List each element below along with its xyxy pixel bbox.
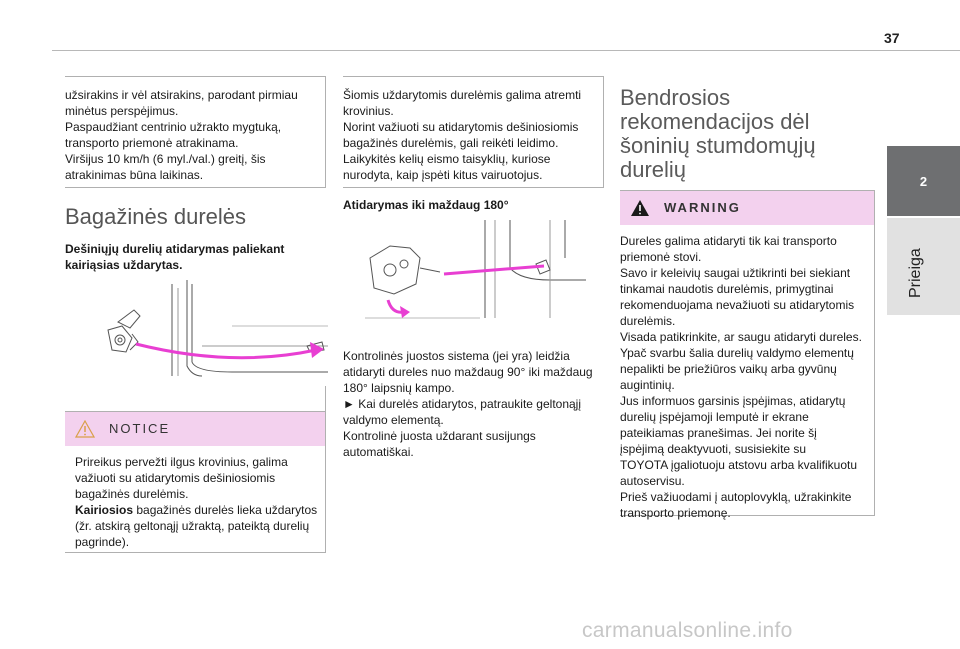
section-title-line: rekomendacijos dėl (620, 109, 810, 134)
notice-line-rest: bagažinės durelės lieka uždarytos (133, 503, 318, 517)
text-line: automatiškai. (343, 445, 414, 459)
warning-line: Ypač svarbu šalia durelių valdymo elementų (620, 346, 854, 360)
door-lock-illustration (92, 276, 332, 386)
header-rule (52, 50, 960, 51)
rotate-arrow-head (400, 306, 410, 318)
text-line: Norint važiuoti su atidarytomis dešiniosiomis (343, 120, 579, 134)
subtitle-line: kairiąsias uždarytas. (65, 258, 183, 272)
text-line: Paspaudžiant centrinio užrakto mygtuką, (65, 120, 282, 134)
col1-section (65, 205, 325, 273)
text-line: atidaryti dureles nuo maždaug 90° iki maždaug (343, 365, 593, 379)
text-line: 180° laipsnių kampo. (343, 381, 455, 395)
chapter-tab-number[interactable]: 2 (887, 146, 960, 216)
warning-line: durelėmis. (620, 314, 676, 328)
warning-triangle-icon (630, 199, 650, 217)
col2-continuation-box (343, 76, 604, 188)
warning-line: Jus informuos garsinis įspėjimas, atidarytų (620, 394, 846, 408)
page-number: 37 (884, 30, 900, 46)
notice-line (75, 502, 325, 518)
text-line: valdymo elementą. (343, 413, 444, 427)
warning-line: augintinių. (620, 378, 675, 392)
text-line: transporto priemonė atrakinama. (65, 136, 239, 150)
warning-line: tinkamai naudotis durelėmis, primygtinai (620, 282, 834, 296)
warning-line: autoservisu. (620, 474, 685, 488)
text-line: atrakinimas būna laikinas. (65, 168, 204, 182)
section-title-line: šoninių stumdomųjų (620, 133, 816, 158)
text-line: krovinius. (343, 104, 394, 118)
warning-line: TOYOTA įgaliotuoju atstovu arba kvalifikuotu (620, 458, 858, 472)
notice-title: NOTICE (109, 421, 171, 436)
warning-line: įspėjimą deaktyvuoti, susisiekite su (620, 442, 807, 456)
notice-header (65, 412, 325, 446)
heading-opening-180: Atidarymas iki maždaug 180° (343, 198, 509, 212)
warning-line: Dureles galima atidaryti tik kai transporto (620, 234, 837, 248)
warning-line: priemonė stovi. (620, 250, 702, 264)
col3-title-block (620, 86, 880, 182)
notice-line: Prireikus pervežti ilgus krovinius, galima (75, 455, 288, 469)
text-line: užsirakins ir vėl atsirakins, parodant pirmiau (65, 88, 298, 102)
text-line: ► Kai durelės atidarytos, patraukite geltonąjį (343, 397, 582, 411)
warning-line: Savo ir keleivių saugai užtikrinti bei siekiant (620, 266, 851, 280)
warning-line: Visada patikrinkite, ar saugu atidaryti dureles. (620, 330, 862, 344)
section-title-line: Bendrosios (620, 85, 731, 110)
warning-box (620, 190, 875, 520)
text-line: Viršijus 10 km/h (6 myl./val.) greitį, šis (65, 152, 266, 166)
col2-body (343, 348, 605, 460)
warning-title: WARNING (664, 200, 741, 215)
chapter-tab-label-area[interactable] (887, 218, 960, 315)
door-strap-illustration (360, 218, 588, 328)
watermark: carmanualsonline.info (582, 619, 793, 642)
notice-line: bagažinės durelėmis. (75, 487, 189, 501)
notice-line: važiuoti su atidarytomis dešiniosiomis (75, 471, 276, 485)
notice-bold-word: Kairiosios (75, 503, 134, 517)
text-line: nurodyta, kaip įspėti kitus vairuotojus. (343, 168, 543, 182)
warning-triangle-icon (75, 420, 95, 438)
subtitle-line: Dešiniųjų durelių atidarymas paliekant (65, 242, 285, 256)
section-title-line: durelių (620, 157, 687, 182)
arrow-head (310, 342, 324, 358)
warning-header (620, 191, 874, 225)
text-line: Kontrolinė juosta uždarant susijungs (343, 429, 536, 443)
text-line: Šiomis uždarytomis durelėmis galima atremti (343, 88, 582, 102)
notice-line: pagrinde). (75, 535, 130, 549)
text-line: bagažinės durelėmis, gali reikėti leidimo. (343, 136, 559, 150)
text-line: minėtus perspėjimus. (65, 104, 179, 118)
col1-continuation-box (65, 76, 326, 188)
warning-line: transporto priemonę. (620, 506, 731, 520)
warning-line: rekomenduojama nevažiuoti su atidarytomis (620, 298, 855, 312)
warning-line: durelių įspėjamoji lemputė ir ekrane (620, 410, 809, 424)
warning-line: nepalikti be priežiūros vaikų arba gyvūnų (620, 362, 837, 376)
warning-line: pateikiamas pranešimas. Jei norite šį (620, 426, 817, 440)
section-title-trunk-doors: Bagažinės durelės (65, 204, 247, 229)
notice-box (65, 411, 326, 553)
pull-arrow (444, 266, 544, 274)
text-line: Kontrolinės juostos sistema (jei yra) leidžia (343, 349, 570, 363)
warning-line: Prieš važiuodami į autoplovyklą, užrakinkite (620, 490, 852, 504)
col1-right-rule (325, 386, 326, 552)
notice-line: (žr. atskirą geltonąjį užraktą, pateiktą durelių (75, 519, 310, 533)
text-line: Laikykitės kelių eismo taisyklių, kuriose (343, 152, 551, 166)
chapter-tab-label: Prieiga (907, 248, 924, 298)
